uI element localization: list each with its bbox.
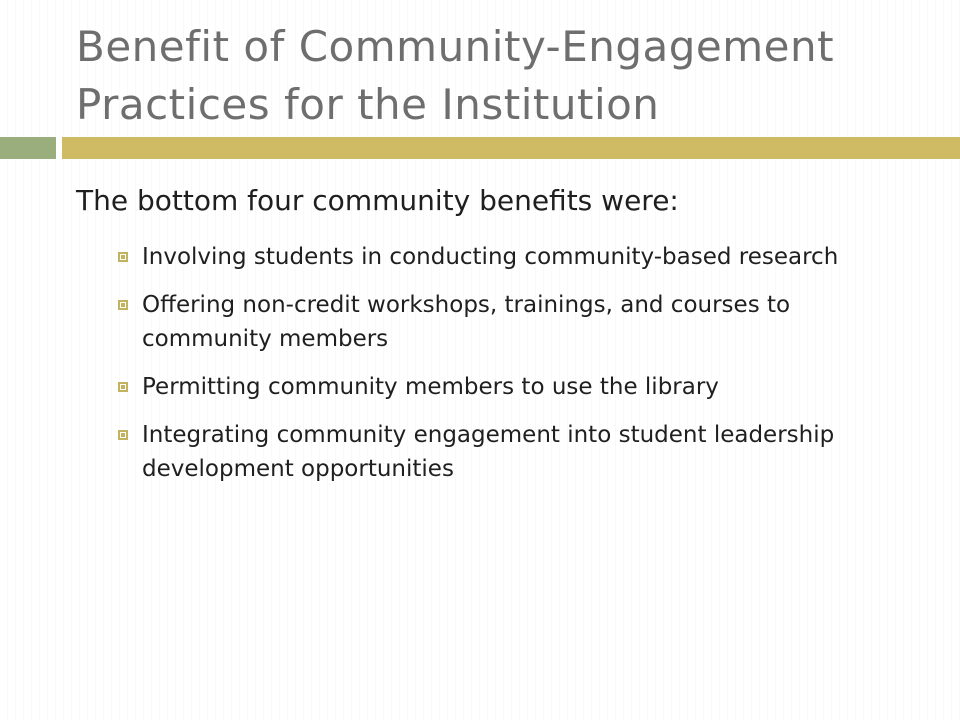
list-item: [118, 370, 918, 404]
bullet-list: [118, 240, 918, 500]
slide-title: [76, 18, 936, 134]
bullet-text: Integrating community engagement into student leadership development opportunities: [142, 422, 835, 482]
title-rule-left: [0, 137, 56, 159]
square-bullet-icon: [118, 252, 128, 262]
bullet-text: Offering non-credit workshops, trainings, and courses to community members: [142, 292, 791, 352]
list-item: [118, 418, 918, 486]
list-item: [118, 240, 918, 274]
list-item: [118, 288, 918, 356]
bullet-text: Involving students in conducting community-based research: [142, 244, 839, 270]
title-rule-right: [62, 137, 960, 159]
square-bullet-icon: [118, 300, 128, 310]
title-line-1: Benefit of Community-Engagement: [76, 22, 835, 71]
square-bullet-icon: [118, 430, 128, 440]
square-bullet-icon: [118, 382, 128, 392]
subheading: The bottom four community benefits were:: [76, 184, 679, 217]
title-line-2: Practices for the Institution: [76, 80, 660, 129]
bullet-text: Permitting community members to use the library: [142, 374, 719, 400]
